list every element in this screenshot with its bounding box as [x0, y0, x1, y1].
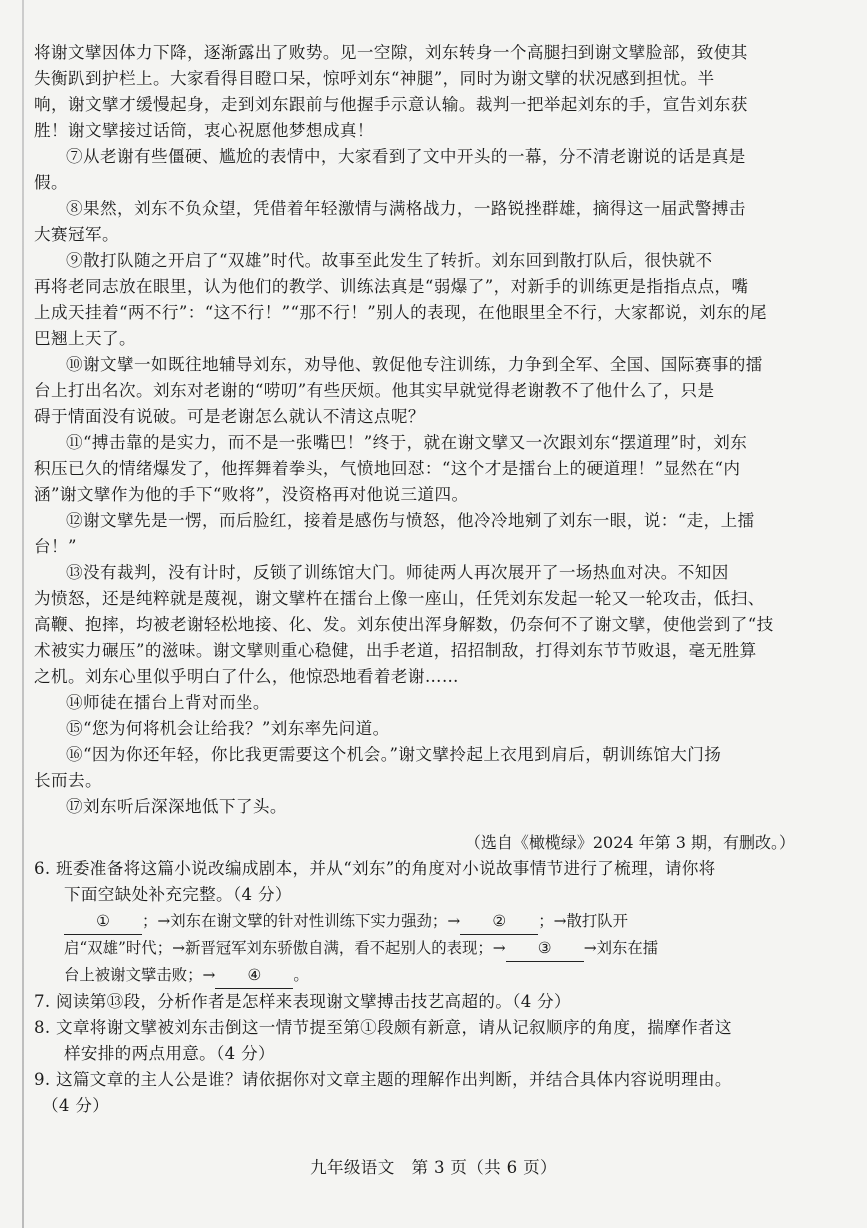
paragraph-7-line: 假。	[34, 173, 68, 192]
paragraph-9-line: ⑨散打队随之开启了“双雄”时代。故事至此发生了转折。刘东回到散打队后，很快就不	[66, 251, 713, 270]
paragraph-10-line: 台上打出名次。刘东对老谢的“唠叨”有些厌烦。他其实早就觉得老谢教不了他什么了，只是	[34, 381, 715, 400]
fill-text: ；→散打队开	[538, 912, 629, 930]
paragraph-9-line: 再将老同志放在眼里，认为他们的教学、训练法真是“弱爆了”，对新手的训练更是指指点点，嘴	[34, 277, 749, 296]
paragraph-13-line: 为愤怒，还是纯粹就是蔑视，谢文擘杵在擂台上像一座山，任凭刘东发起一轮又一轮攻击，低扫、	[34, 589, 765, 608]
paragraph-16-line: 长而去。	[34, 771, 102, 790]
paragraph-8-line: 大赛冠军。	[34, 225, 119, 244]
question-8-line: 8. 文章将谢文擘被刘东击倒这一情节提至第①段颇有新意，请从记叙顺序的角度，揣摩作者这	[34, 1018, 732, 1037]
text-line: 响，谢文擘才缓慢起身，走到刘东跟前与他握手示意认输。裁判一把举起刘东的手，宣告刘东获	[34, 95, 748, 114]
answer-blank-2[interactable]: ②	[460, 908, 538, 935]
story-text	[34, 40, 795, 856]
paragraph-14: ⑭师徒在擂台上背对而坐。	[66, 693, 270, 712]
fill-text: 启“双雄”时代；→新晋冠军刘东骄傲自满，看不起别人的表现；→	[64, 939, 506, 957]
paragraph-13-line: 术被实力碾压”的滋味。谢文擘则重心稳健，出手老道，招招制敌，打得刘东节节败退，毫无胜算	[34, 641, 757, 660]
fill-text: →刘东在擂	[583, 939, 659, 957]
question-6-line: 下面空缺处补充完整。（4 分）	[64, 885, 292, 904]
paragraph-12-line: ⑫谢文擘先是一愣，而后脸红，接着是感伤与愤怒，他冷冷地剜了刘东一眼，说：“走，上擂	[66, 511, 755, 530]
paragraph-7-line: ⑦从老谢有些僵硬、尴尬的表情中，大家看到了文中开头的一幕，分不清老谢说的话是真是	[66, 147, 746, 166]
fill-text: 。	[293, 966, 309, 984]
paragraph-11-line: ⑪“搏击靠的是实力，而不是一张嘴巴！”终于，就在谢文擘又一次跟刘东“摆道理”时，刘东	[66, 433, 748, 452]
paragraph-8-line: ⑧果然，刘东不负众望，凭借着年轻激情与满格战力，一路锐挫群雄，摘得这一届武警搏击	[66, 199, 746, 218]
paragraph-13-line: 之机。刘东心里似乎明白了什么，他惊恐地看着老谢……	[34, 667, 459, 686]
answer-blank-3[interactable]: ③	[506, 935, 584, 962]
text-line: 将谢文擘因体力下降，逐渐露出了败势。见一空隙，刘东转身一个高腿扫到谢文擘脸部，致使其	[34, 43, 748, 62]
paragraph-10-line: ⑩谢文擘一如既往地辅导刘东，劝导他、敦促他专注训练，力争到全军、全国、国际赛事的擂	[66, 355, 763, 374]
text-line: 胜！谢文擘接过话筒，衷心祝愿他梦想成真！	[34, 121, 374, 140]
paragraph-11-line: 积压已久的情绪爆发了，他挥舞着拳头，气愤地回怼：“这个才是擂台上的硬道理！”显然在“内	[34, 459, 741, 478]
paragraph-10-line: 碍于情面没有说破。可是老谢怎么就认不清这点呢？	[34, 407, 425, 426]
question-6-line: 6. 班委准备将这篇小说改编成剧本，并从“刘东”的角度对小说故事情节进行了梳理，请你将	[34, 859, 716, 878]
fill-text: ；→刘东在谢文擘的针对性训练下实力强劲；→	[142, 912, 461, 930]
question-6-fill-line	[34, 935, 789, 962]
question-9-line: （4 分）	[42, 1096, 110, 1115]
paragraph-17: ⑰刘东听后深深地低下了头。	[66, 797, 287, 816]
paragraph-12-line: 台！”	[34, 537, 77, 556]
page-footer: 九年级语文 第 3 页（共 6 页）	[310, 1158, 557, 1177]
paragraph-9-line: 上成天挂着“两不行”：“这不行！”“那不行！”别人的表现，在他眼里全不行，大家都说，刘东的尾	[34, 303, 768, 322]
question-8-line: 样安排的两点用意。（4 分）	[64, 1044, 275, 1063]
paragraph-13-line: 高鞭、抱摔，均被老谢轻松地接、化、发。刘东使出浑身解数，仍奈何不了谢文擘，使他尝到了“技	[34, 615, 774, 634]
answer-blank-4[interactable]: ④	[215, 962, 293, 989]
paragraph-9-line: 巴翘上天了。	[34, 329, 136, 348]
questions	[34, 856, 789, 1119]
question-6-fill-line	[34, 908, 789, 935]
question-7: 7. 阅读第⑬段，分析作者是怎样来表现谢文擘搏击技艺高超的。（4 分）	[34, 992, 571, 1011]
fill-text: 台上被谢文擘击败；→	[64, 966, 216, 984]
question-6-fill-line	[34, 962, 789, 989]
paragraph-16-line: ⑯“因为你还年轻，你比我更需要这个机会。”谢文擘拎起上衣甩到肩后，朝训练馆大门扬	[66, 745, 722, 764]
question-9-line: 9. 这篇文章的主人公是谁？请依据你对文章主题的理解作出判断，并结合具体内容说明理由。	[34, 1070, 732, 1089]
answer-blank-1[interactable]: ①	[64, 908, 142, 935]
paragraph-11-line: 涵”谢文擘作为他的手下“败将”，没资格再对他说三道四。	[34, 485, 469, 504]
source-citation: （选自《橄榄绿》2024 年第 3 期，有删改。）	[464, 833, 795, 852]
text-line: 失衡趴到护栏上。大家看得目瞪口呆，惊呼刘东“神腿”，同时为谢文擘的状况感到担忧。半	[34, 69, 715, 88]
paragraph-13-line: ⑬没有裁判，没有计时，反锁了训练馆大门。师徒两人再次展开了一场热血对决。不知因	[66, 563, 729, 582]
paragraph-15: ⑮“您为何将机会让给我？”刘东率先问道。	[66, 719, 390, 738]
